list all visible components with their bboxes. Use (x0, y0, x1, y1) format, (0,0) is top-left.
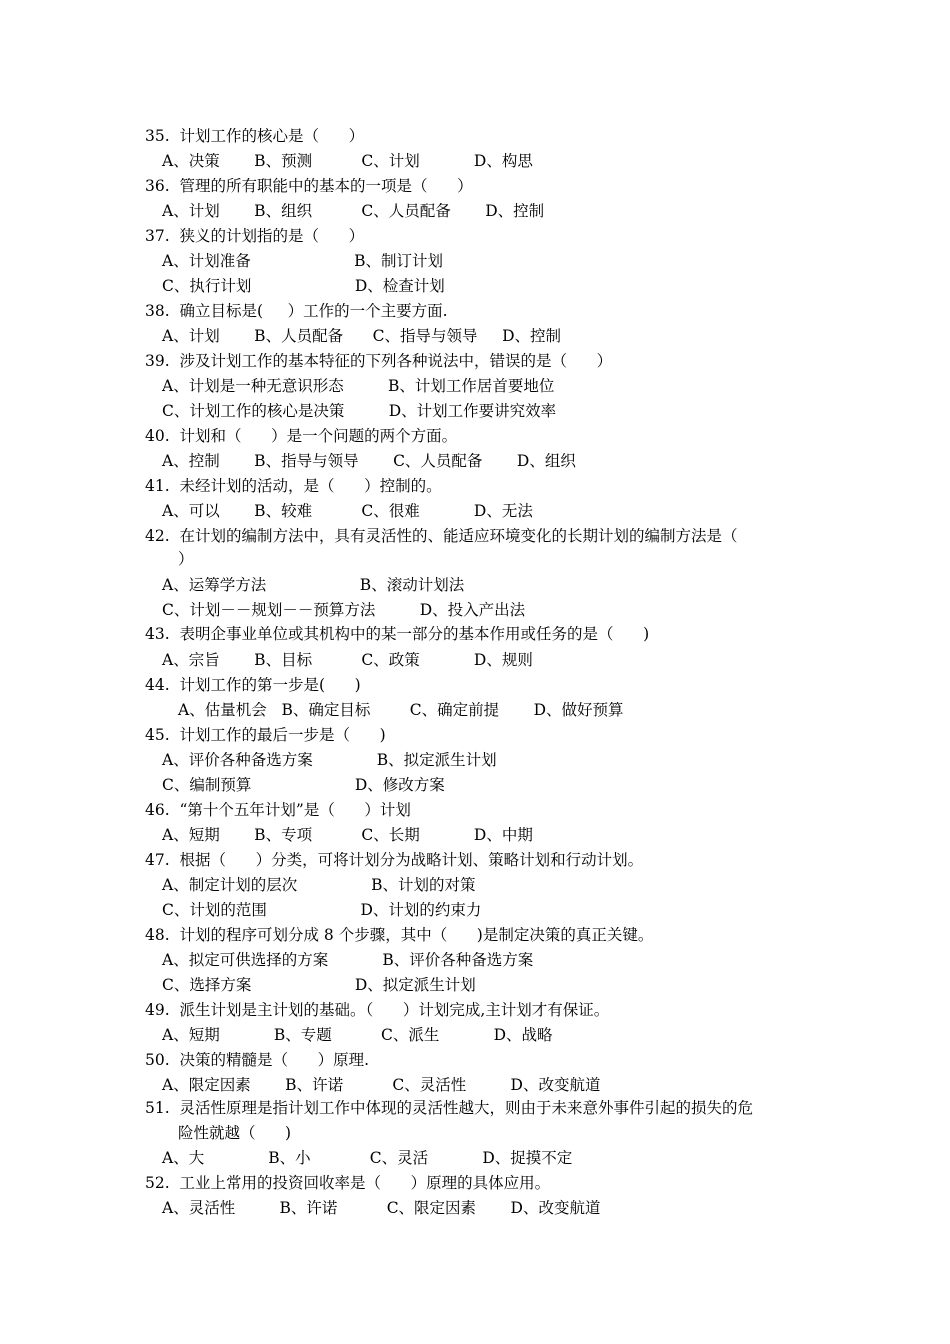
text-line: 44. 计划工作的第一步是( ) (145, 676, 361, 694)
text-line: 险性就越（ ) (178, 1124, 292, 1142)
text-line: A、大 B、小 C、灵活 D、捉摸不定 (162, 1149, 573, 1167)
text-line: A、制定计划的层次 B、计划的对策 (162, 876, 476, 894)
text-line: 45. 计划工作的最后一步是（ ) (145, 726, 386, 744)
text-line: A、计划 B、组织 C、人员配备 D、控制 (162, 202, 545, 220)
text-line: A、短期 B、专项 C、长期 D、中期 (162, 826, 533, 844)
text-line: 41. 未经计划的活动，是（ ）控制的。 (145, 477, 442, 495)
text-line: 51. 灵活性原理是指计划工作中体现的灵活性越大，则由于未来意外事件引起的损失的危 (145, 1099, 754, 1117)
text-line: C、计划的范围 D、计划的约束力 (162, 901, 482, 919)
text-line: A、决策 B、预测 C、计划 D、构思 (162, 152, 533, 170)
text-line: 38. 确立目标是( ）工作的一个主要方面. (145, 302, 448, 320)
text-line: A、评价各种备选方案 B、拟定派生计划 (162, 751, 497, 769)
text-line: 52. 工业上常用的投资回收率是（ ）原理的具体应用。 (145, 1174, 551, 1192)
text-line: A、短期 B、专题 C、派生 D、战略 (162, 1026, 553, 1044)
text-line: 39. 涉及计划工作的基本特征的下列各种说法中，错误的是（ ） (145, 352, 613, 370)
text-line: 43. 表明企事业单位或其机构中的某一部分的基本作用或任务的是（ ) (145, 625, 650, 643)
text-line: C、执行计划 D、检查计划 (162, 277, 445, 295)
text-line: A、计划准备 B、制订计划 (162, 252, 444, 270)
text-line: A、控制 B、指导与领导 C、人员配备 D、组织 (162, 452, 576, 470)
text-line: 48. 计划的程序可划分成 8 个步骤，其中（ )是制定决策的真正关键。 (145, 926, 654, 944)
text-line: 47. 根据（ ）分类，可将计划分为战略计划、策略计划和行动计划。 (145, 851, 644, 869)
text-line: A、可以 B、较难 C、很难 D、无法 (162, 502, 533, 520)
text-line: C、计划－－规划－－预算方法 D、投入产出法 (162, 601, 526, 619)
text-line: A、宗旨 B、目标 C、政策 D、规则 (162, 651, 533, 669)
text-line: 37. 狭义的计划指的是（ ） (145, 227, 365, 245)
text-line: 46. “第十个五年计划”是（ ）计划 (145, 801, 411, 819)
text-line: ） (178, 550, 194, 568)
text-line: 35. 计划工作的核心是（ ） (145, 127, 365, 145)
text-line: C、选择方案 D、拟定派生计划 (162, 976, 476, 994)
text-line: C、计划工作的核心是决策 D、计划工作要讲究效率 (162, 402, 557, 420)
text-line: C、编制预算 D、修改方案 (162, 776, 445, 794)
text-line: A、计划 B、人员配备 C、指导与领导 D、控制 (162, 327, 562, 345)
text-line: A、估量机会 B、确定目标 C、确定前提 D、做好预算 (178, 701, 624, 719)
text-line: A、计划是一种无意识形态 B、计划工作居首要地位 (162, 377, 555, 395)
text-line: 36. 管理的所有职能中的基本的一项是（ ） (145, 177, 473, 195)
text-line: 42. 在计划的编制方法中，具有灵活性的、能适应环境变化的长期计划的编制方法是（ (145, 527, 738, 545)
text-line: A、拟定可供选择的方案 B、评价各种备选方案 (162, 951, 534, 969)
text-line: 40. 计划和（ ）是一个问题的两个方面。 (145, 427, 458, 445)
text-line: 49. 派生计划是主计划的基础。（ ）计划完成,主计划才有保证。 (145, 1001, 610, 1019)
text-line: 50. 决策的精髓是（ ）原理. (145, 1051, 369, 1069)
text-line: A、运筹学方法 B、滚动计划法 (162, 576, 465, 594)
text-line: A、限定因素 B、许诺 C、灵活性 D、改变航道 (162, 1076, 601, 1094)
text-line: A、灵活性 B、许诺 C、限定因素 D、改变航道 (162, 1199, 601, 1217)
